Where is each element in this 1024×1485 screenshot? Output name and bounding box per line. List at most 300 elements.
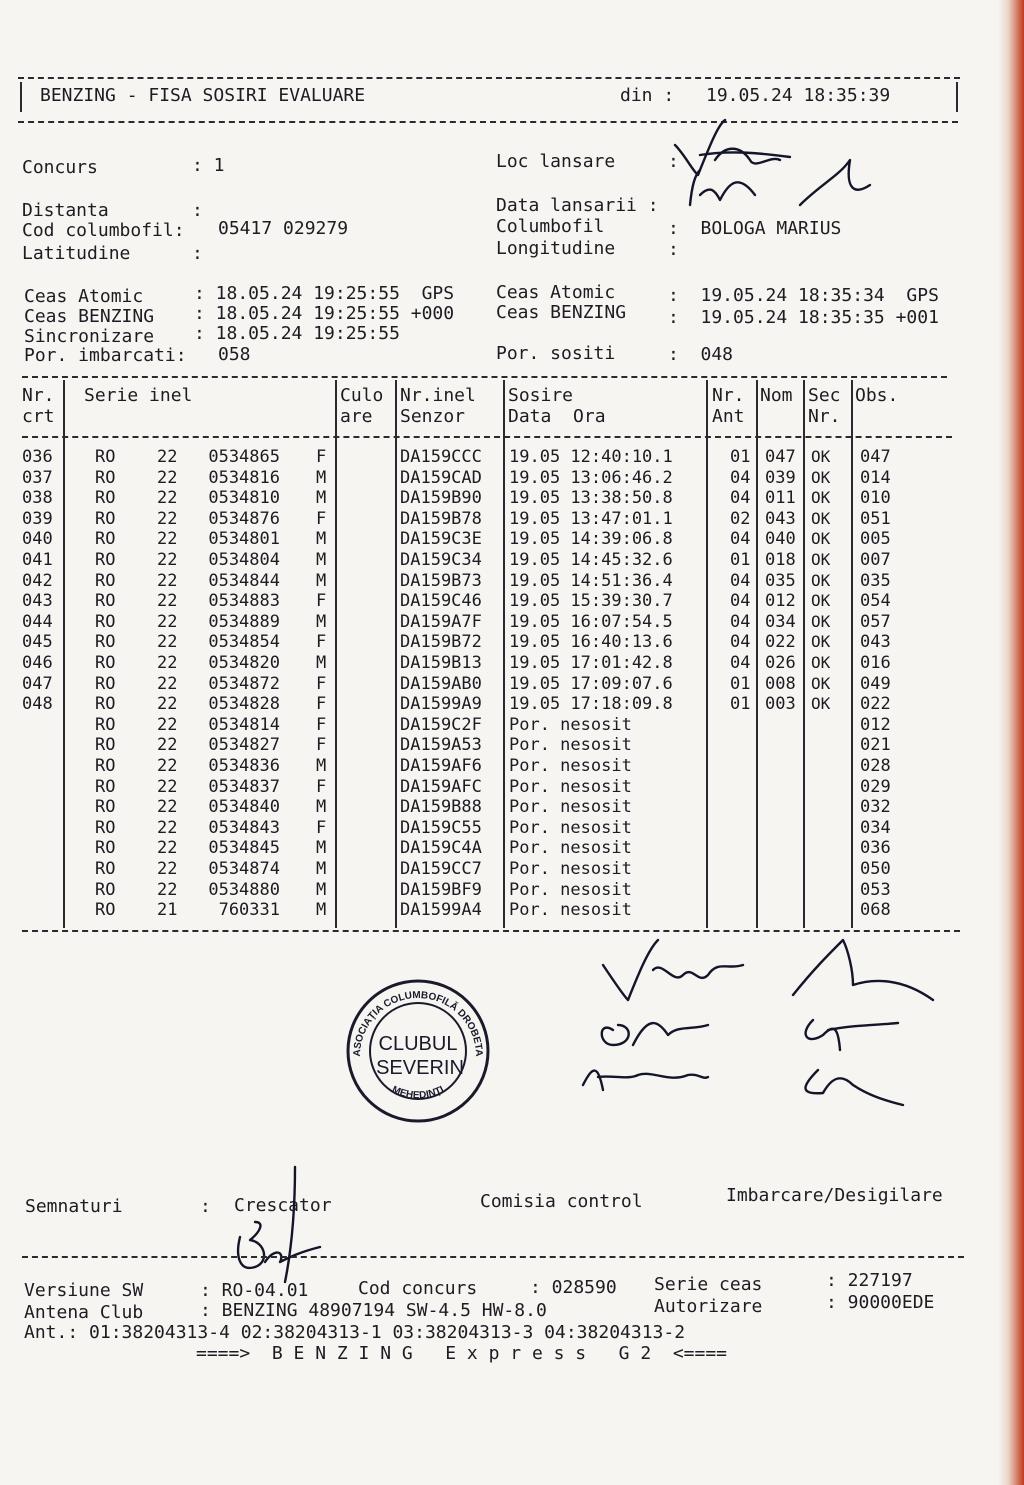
comisia-control-label: Comisia control — [480, 1191, 643, 1212]
cell-nr: 045 — [22, 632, 53, 653]
cell-sensor: DA159CAD — [400, 467, 482, 488]
cell-country: RO — [95, 673, 116, 694]
col-sep-4 — [503, 380, 505, 928]
cell-obs: 012 — [860, 714, 891, 735]
cell-ring: 0534872 — [208, 673, 280, 694]
antenna-codes: Ant.: 01:38204313-4 02:38204313-1 03:38204313-3 04:38204313-2 — [24, 1322, 686, 1343]
cell-nr: 040 — [22, 529, 53, 550]
cell-ring: 0534854 — [208, 632, 280, 653]
cell-year: 22 — [157, 817, 178, 838]
cell-sex: M — [316, 467, 327, 488]
cell-country: RO — [95, 900, 116, 921]
concurs-label: Concurs — [22, 157, 98, 178]
cell-country: RO — [95, 591, 116, 612]
stamp-bottom-text: MEHEDINȚI — [390, 1084, 446, 1102]
cell-obs: 051 — [860, 508, 891, 529]
cell-sex: M — [316, 756, 327, 776]
cell-sex: F — [316, 508, 327, 529]
ceas-atomic-left-value: : 18.05.24 19:25:55 GPS — [194, 283, 455, 304]
commission-signatures — [578, 925, 938, 1115]
serie-ceas-label: Serie ceas — [654, 1274, 763, 1295]
cod-columbofil-value: 05417 029279 — [218, 218, 349, 239]
cell-year: 22 — [157, 756, 178, 776]
cell-sex: M — [316, 879, 327, 900]
cell-arrival: Por. nesosit — [509, 879, 632, 900]
cell-year: 22 — [157, 467, 178, 488]
ceas-atomic-right-label: Ceas Atomic — [496, 282, 616, 303]
cell-obs: 049 — [860, 673, 891, 694]
cell-year: 22 — [157, 611, 178, 632]
cell-country: RO — [95, 797, 116, 818]
longitudine-label: Longitudine — [496, 238, 616, 259]
semnaturi-label: Semnaturi — [25, 1196, 123, 1217]
th-nr-crt-2: crt — [22, 406, 55, 427]
club-stamp — [345, 978, 491, 1124]
cell-year: 22 — [157, 653, 178, 673]
cell-arrival: 19.05 13:47:01.1 — [509, 508, 673, 529]
svg-text:MEHEDINȚI — [390, 1084, 446, 1101]
cell-sensor: DA159AFC — [400, 776, 482, 797]
cell-antenna: 04 — [730, 591, 751, 612]
cell-antenna: 01 — [730, 550, 751, 570]
table-header-rule — [22, 436, 952, 438]
cell-sensor: DA159AF6 — [400, 756, 482, 776]
cell-year: 22 — [157, 735, 178, 756]
cell-country: RO — [95, 529, 116, 550]
cell-country: RO — [95, 756, 116, 776]
cell-year: 22 — [157, 550, 178, 570]
cell-ring: 0534840 — [208, 797, 280, 818]
versiune-sw-label: Versiune SW — [24, 1280, 144, 1301]
cell-obs: 035 — [860, 570, 891, 591]
cell-nom: 026 — [765, 653, 796, 673]
cell-year: 22 — [157, 447, 178, 467]
longitudine-value: : — [668, 239, 679, 260]
columbofil-label: Columbofil — [496, 216, 605, 237]
distanta-value: : — [192, 200, 203, 221]
cell-sensor: DA159C3E — [400, 529, 482, 550]
serie-ceas-value: : 227197 — [826, 1270, 913, 1291]
cell-arrival: 19.05 17:09:07.6 — [509, 673, 673, 694]
cell-nr: 038 — [22, 488, 53, 509]
cell-ring: 0534845 — [208, 838, 280, 859]
din-value: 19.05.24 18:35:39 — [706, 85, 891, 106]
cell-sensor: DA159C4A — [400, 838, 482, 859]
cell-sec: OK — [811, 550, 831, 569]
cell-obs: 007 — [860, 550, 891, 570]
cell-nom: 043 — [765, 508, 796, 529]
th-sec-1: Sec — [808, 385, 841, 406]
cell-ring: 0534880 — [208, 879, 280, 900]
cell-year: 22 — [157, 488, 178, 509]
cell-sec: OK — [811, 632, 831, 652]
cell-country: RO — [95, 611, 116, 632]
cell-arrival: 19.05 15:39:30.7 — [509, 591, 673, 612]
cell-nom: 047 — [765, 447, 796, 467]
latitudine-label: Latitudine — [22, 243, 131, 264]
col-sep-1 — [63, 380, 65, 928]
col-sep-8 — [851, 380, 853, 928]
cell-ring: 0534883 — [208, 591, 280, 612]
cell-sex: M — [316, 900, 327, 921]
cell-obs: 022 — [860, 694, 891, 715]
cell-obs: 034 — [860, 817, 891, 838]
stamp-center-line2: SEVERIN — [376, 1057, 464, 1079]
autorizare-value: : 90000EDE — [826, 1292, 935, 1313]
cell-obs: 047 — [860, 447, 891, 467]
cell-country: RO — [95, 714, 116, 735]
cell-sex: M — [316, 488, 327, 509]
th-nom: Nom — [760, 385, 793, 406]
data-lansarii-label: Data lansarii : — [496, 195, 659, 216]
col-sep-5 — [706, 380, 708, 928]
cell-country: RO — [95, 550, 116, 570]
cell-antenna: 04 — [730, 488, 751, 509]
cell-sex: F — [316, 632, 327, 653]
cell-arrival: Por. nesosit — [509, 714, 632, 735]
brand-line: ====> B E N Z I N G E x p r e s s G 2 <==== — [196, 1343, 728, 1364]
cell-country: RO — [95, 817, 116, 838]
th-sosire-1: Sosire — [508, 385, 574, 406]
table-top-rule — [22, 376, 947, 378]
antena-club-value: : BENZING 48907194 SW-4.5 HW-8.0 — [200, 1300, 547, 1321]
cell-country: RO — [95, 653, 116, 673]
cell-sec: OK — [811, 611, 831, 631]
cell-sec: OK — [811, 591, 831, 611]
cell-sensor: DA159C46 — [400, 591, 482, 612]
cell-arrival: 19.05 16:40:13.6 — [509, 632, 673, 653]
cell-arrival: 19.05 17:18:09.8 — [509, 694, 673, 715]
cell-sensor: DA159A7F — [400, 611, 482, 632]
latitudine-value: : — [192, 243, 203, 264]
cell-antenna: 04 — [730, 570, 751, 591]
col-sep-2 — [335, 380, 337, 928]
cell-arrival: 19.05 12:40:10.1 — [509, 447, 673, 467]
cell-arrival: Por. nesosit — [509, 900, 632, 921]
cell-nr: 042 — [22, 570, 53, 591]
imbarcati-label: Por. imbarcati: — [24, 345, 187, 366]
cell-sec: OK — [811, 653, 831, 672]
versiune-sw-value: : RO-04.01 — [200, 1280, 309, 1301]
cell-country: RO — [95, 776, 116, 797]
sositi-label: Por. sositi — [496, 343, 616, 364]
cell-nr: 046 — [22, 653, 53, 673]
cell-ring: 0534876 — [208, 508, 280, 529]
cod-concurs-label: Cod concurs — [358, 1278, 478, 1299]
crescator-label: Crescator — [234, 1195, 332, 1216]
cod-concurs-value: : 028590 — [530, 1277, 617, 1298]
cell-sex: M — [316, 529, 327, 550]
cell-obs: 005 — [860, 529, 891, 550]
cell-obs: 068 — [860, 900, 891, 921]
handwritten-signature-top — [670, 115, 880, 215]
header-top-rule — [18, 77, 960, 79]
cell-obs: 053 — [860, 879, 891, 900]
cell-arrival: Por. nesosit — [509, 838, 632, 859]
cell-year: 22 — [157, 879, 178, 900]
crescator-signature — [225, 1162, 335, 1292]
autorizare-label: Autorizare — [654, 1296, 763, 1317]
cell-antenna: 04 — [730, 467, 751, 488]
col-sep-7 — [803, 380, 805, 928]
cell-nr: 043 — [22, 591, 53, 612]
cell-sec: OK — [811, 488, 831, 508]
cell-obs: 010 — [860, 488, 891, 509]
cell-country: RO — [95, 570, 116, 591]
cell-sec: OK — [811, 694, 831, 714]
cell-ring: 0534889 — [208, 611, 280, 632]
cell-arrival: Por. nesosit — [509, 735, 632, 756]
cell-ring: 0534837 — [208, 776, 280, 797]
cell-ring: 0534814 — [208, 714, 280, 735]
footer-rule — [22, 1256, 964, 1258]
cell-sex: F — [316, 591, 327, 612]
cell-arrival: 19.05 13:38:50.8 — [509, 488, 673, 509]
cell-obs: 032 — [860, 797, 891, 818]
stamp-center-line1: CLUBUL — [378, 1033, 458, 1055]
cell-sex: F — [316, 714, 327, 735]
din-label: din : — [620, 85, 675, 106]
concurs-value: : 1 — [192, 155, 225, 176]
cell-year: 22 — [157, 570, 178, 591]
th-nrinel-1: Nr.inel — [400, 385, 476, 406]
cell-ring: 0534865 — [208, 447, 280, 467]
cell-obs: 050 — [860, 859, 891, 879]
cell-sensor: DA159B88 — [400, 797, 482, 818]
cell-nr: 048 — [22, 694, 53, 715]
th-nrant-1: Nr. — [712, 385, 745, 406]
cell-country: RO — [95, 467, 116, 488]
cell-arrival: Por. nesosit — [509, 776, 632, 797]
cell-sex: M — [316, 653, 327, 673]
cell-arrival: 19.05 16:07:54.5 — [509, 611, 673, 632]
cell-sec: OK — [811, 529, 831, 549]
th-culoare-2: are — [340, 406, 373, 427]
antena-club-label: Antena Club — [24, 1302, 144, 1323]
cell-ring: 0534874 — [208, 859, 280, 879]
cell-nr: 039 — [22, 508, 53, 529]
page-edge — [998, 0, 1024, 1485]
ceas-benzing-right-value: : 19.05.24 18:35:35 +001 — [668, 307, 939, 328]
cell-nom: 040 — [765, 529, 796, 550]
cell-nom: 012 — [765, 591, 796, 612]
cell-obs: 029 — [860, 776, 891, 797]
cell-year: 22 — [157, 859, 178, 879]
cell-country: RO — [95, 859, 116, 879]
cell-sensor: DA159BF9 — [400, 879, 482, 900]
cell-country: RO — [95, 838, 116, 859]
cell-sec: OK — [811, 570, 831, 590]
cod-columbofil-label: Cod columbofil: — [22, 220, 185, 241]
cell-sensor: DA159CCC — [400, 447, 482, 467]
cell-sensor: DA159AB0 — [400, 673, 482, 694]
cell-sex: M — [316, 570, 327, 591]
cell-obs: 016 — [860, 653, 891, 673]
cell-sex: F — [316, 776, 327, 797]
cell-year: 22 — [157, 508, 178, 529]
cell-ring: 0534816 — [208, 467, 280, 488]
cell-year: 22 — [157, 714, 178, 735]
cell-year: 22 — [157, 673, 178, 694]
cell-sensor: DA159CC7 — [400, 859, 482, 879]
cell-country: RO — [95, 508, 116, 529]
cell-sensor: DA159B73 — [400, 570, 482, 591]
cell-nom: 003 — [765, 694, 796, 715]
cell-ring: 0534843 — [208, 817, 280, 838]
cell-antenna: 01 — [730, 447, 751, 467]
cell-sensor: DA1599A9 — [400, 694, 482, 715]
cell-nr: 037 — [22, 467, 53, 488]
cell-antenna: 04 — [730, 653, 751, 673]
cell-nom: 022 — [765, 632, 796, 653]
cell-sex: F — [316, 673, 327, 694]
cell-country: RO — [95, 632, 116, 653]
cell-sensor: DA159A53 — [400, 735, 482, 756]
cell-obs: 028 — [860, 756, 891, 776]
cell-country: RO — [95, 447, 116, 467]
cell-ring: 0534828 — [208, 694, 280, 715]
distanta-label: Distanta — [22, 200, 109, 221]
cell-nr: 036 — [22, 447, 53, 467]
cell-antenna: 04 — [730, 529, 751, 550]
cell-year: 21 — [157, 900, 178, 921]
cell-sex: F — [316, 694, 327, 715]
cell-arrival: Por. nesosit — [509, 817, 632, 838]
document-title: BENZING - FISA SOSIRI EVALUARE — [40, 85, 366, 106]
cell-arrival: 19.05 14:39:06.8 — [509, 529, 673, 550]
cell-sex: M — [316, 838, 327, 859]
th-serie-inel: Serie inel — [84, 385, 193, 406]
ceas-benzing-right-label: Ceas BENZING — [496, 302, 627, 323]
cell-sensor: DA1599A4 — [400, 900, 482, 921]
cell-year: 22 — [157, 529, 178, 550]
cell-obs: 057 — [860, 611, 891, 632]
cell-nr: 047 — [22, 673, 53, 694]
cell-arrival: 19.05 13:06:46.2 — [509, 467, 673, 488]
ceas-benzing-left-label: Ceas BENZING — [24, 306, 155, 327]
cell-nr: 041 — [22, 550, 53, 570]
cell-sec: OK — [811, 447, 831, 466]
cell-antenna: 01 — [730, 673, 751, 694]
cell-country: RO — [95, 879, 116, 900]
cell-ring: 0534844 — [208, 570, 280, 591]
cell-obs: 043 — [860, 632, 891, 653]
header-left-border — [20, 82, 22, 112]
cell-year: 22 — [157, 838, 178, 859]
cell-sex: M — [316, 797, 327, 818]
ceas-atomic-left-label: Ceas Atomic — [24, 286, 144, 307]
cell-sensor: DA159C34 — [400, 550, 482, 570]
cell-arrival: Por. nesosit — [509, 756, 632, 776]
cell-obs: 036 — [860, 838, 891, 859]
ceas-atomic-right-value: : 19.05.24 18:35:34 GPS — [668, 285, 939, 306]
col-sep-3 — [395, 380, 397, 928]
cell-arrival: 19.05 14:51:36.4 — [509, 570, 673, 591]
stamp-ring-text: ASOCIAȚIA COLUMBOFILĂ DROBETA — [351, 989, 485, 1057]
cell-nr: 044 — [22, 611, 53, 632]
cell-year: 22 — [157, 776, 178, 797]
cell-sec: OK — [811, 508, 831, 528]
loc-lansare-value: : — [668, 151, 679, 172]
cell-nom: 035 — [765, 570, 796, 591]
th-nrant-2: Ant — [712, 406, 745, 427]
sincronizare-label: Sincronizare — [24, 326, 155, 347]
cell-year: 22 — [157, 694, 178, 715]
cell-sensor: DA159B78 — [400, 508, 482, 529]
cell-sec: OK — [811, 467, 831, 487]
cell-nom: 011 — [765, 488, 796, 509]
header-right-border — [956, 82, 958, 112]
th-nrinel-2: Senzor — [400, 406, 466, 427]
cell-ring: 0534804 — [208, 550, 280, 570]
cell-ring: 760331 — [218, 900, 280, 921]
cell-sex: F — [316, 817, 327, 838]
sositi-value: : 048 — [668, 344, 734, 365]
cell-country: RO — [95, 488, 116, 509]
cell-year: 22 — [157, 591, 178, 612]
cell-arrival: Por. nesosit — [509, 797, 632, 818]
cell-sex: M — [316, 611, 327, 632]
cell-arrival: 19.05 14:45:32.6 — [509, 550, 673, 570]
cell-sensor: DA159C55 — [400, 817, 482, 838]
cell-nom: 018 — [765, 550, 796, 570]
cell-year: 22 — [157, 632, 178, 653]
th-culoare-1: Culo — [340, 385, 384, 406]
th-sec-2: Nr. — [808, 406, 841, 427]
cell-ring: 0534801 — [208, 529, 280, 550]
cell-obs: 014 — [860, 467, 891, 488]
cell-ring: 0534836 — [208, 756, 280, 776]
cell-antenna: 02 — [730, 508, 751, 529]
ceas-benzing-left-value: : 18.05.24 19:25:55 +000 — [194, 303, 455, 324]
th-sosire-2: Data Ora — [508, 406, 606, 427]
cell-country: RO — [95, 735, 116, 756]
cell-nom: 008 — [765, 673, 796, 694]
cell-arrival: 19.05 17:01:42.8 — [509, 653, 673, 673]
cell-antenna: 04 — [730, 632, 751, 653]
cell-sensor: DA159B72 — [400, 632, 482, 653]
cell-nom: 039 — [765, 467, 796, 488]
cell-antenna: 04 — [730, 611, 751, 632]
sincronizare-value: : 18.05.24 19:25:55 — [194, 323, 400, 344]
columbofil-value: : BOLOGA MARIUS — [668, 218, 842, 239]
loc-lansare-label: Loc lansare — [496, 151, 616, 172]
cell-sensor: DA159B90 — [400, 488, 482, 509]
th-nr-crt-1: Nr. — [22, 385, 55, 406]
cell-antenna: 01 — [730, 694, 751, 715]
cell-sec: OK — [811, 673, 831, 693]
cell-ring: 0534810 — [208, 488, 280, 509]
semnaturi-colon: : — [200, 1196, 211, 1217]
cell-sensor: DA159C2F — [400, 714, 482, 735]
cell-sex: F — [316, 447, 327, 467]
cell-obs: 054 — [860, 591, 891, 612]
cell-sex: M — [316, 550, 327, 570]
cell-ring: 0534820 — [208, 653, 280, 673]
th-obs: Obs. — [855, 385, 899, 406]
cell-country: RO — [95, 694, 116, 715]
col-sep-6 — [756, 380, 758, 928]
imbarcati-value: 058 — [218, 344, 251, 365]
cell-year: 22 — [157, 797, 178, 818]
cell-arrival: Por. nesosit — [509, 859, 632, 879]
cell-ring: 0534827 — [208, 735, 280, 756]
cell-sex: F — [316, 735, 327, 756]
cell-obs: 021 — [860, 735, 891, 756]
cell-nom: 034 — [765, 611, 796, 632]
imbarcare-desigilare-label: Imbarcare/Desigilare — [726, 1185, 943, 1206]
cell-sex: M — [316, 859, 327, 879]
